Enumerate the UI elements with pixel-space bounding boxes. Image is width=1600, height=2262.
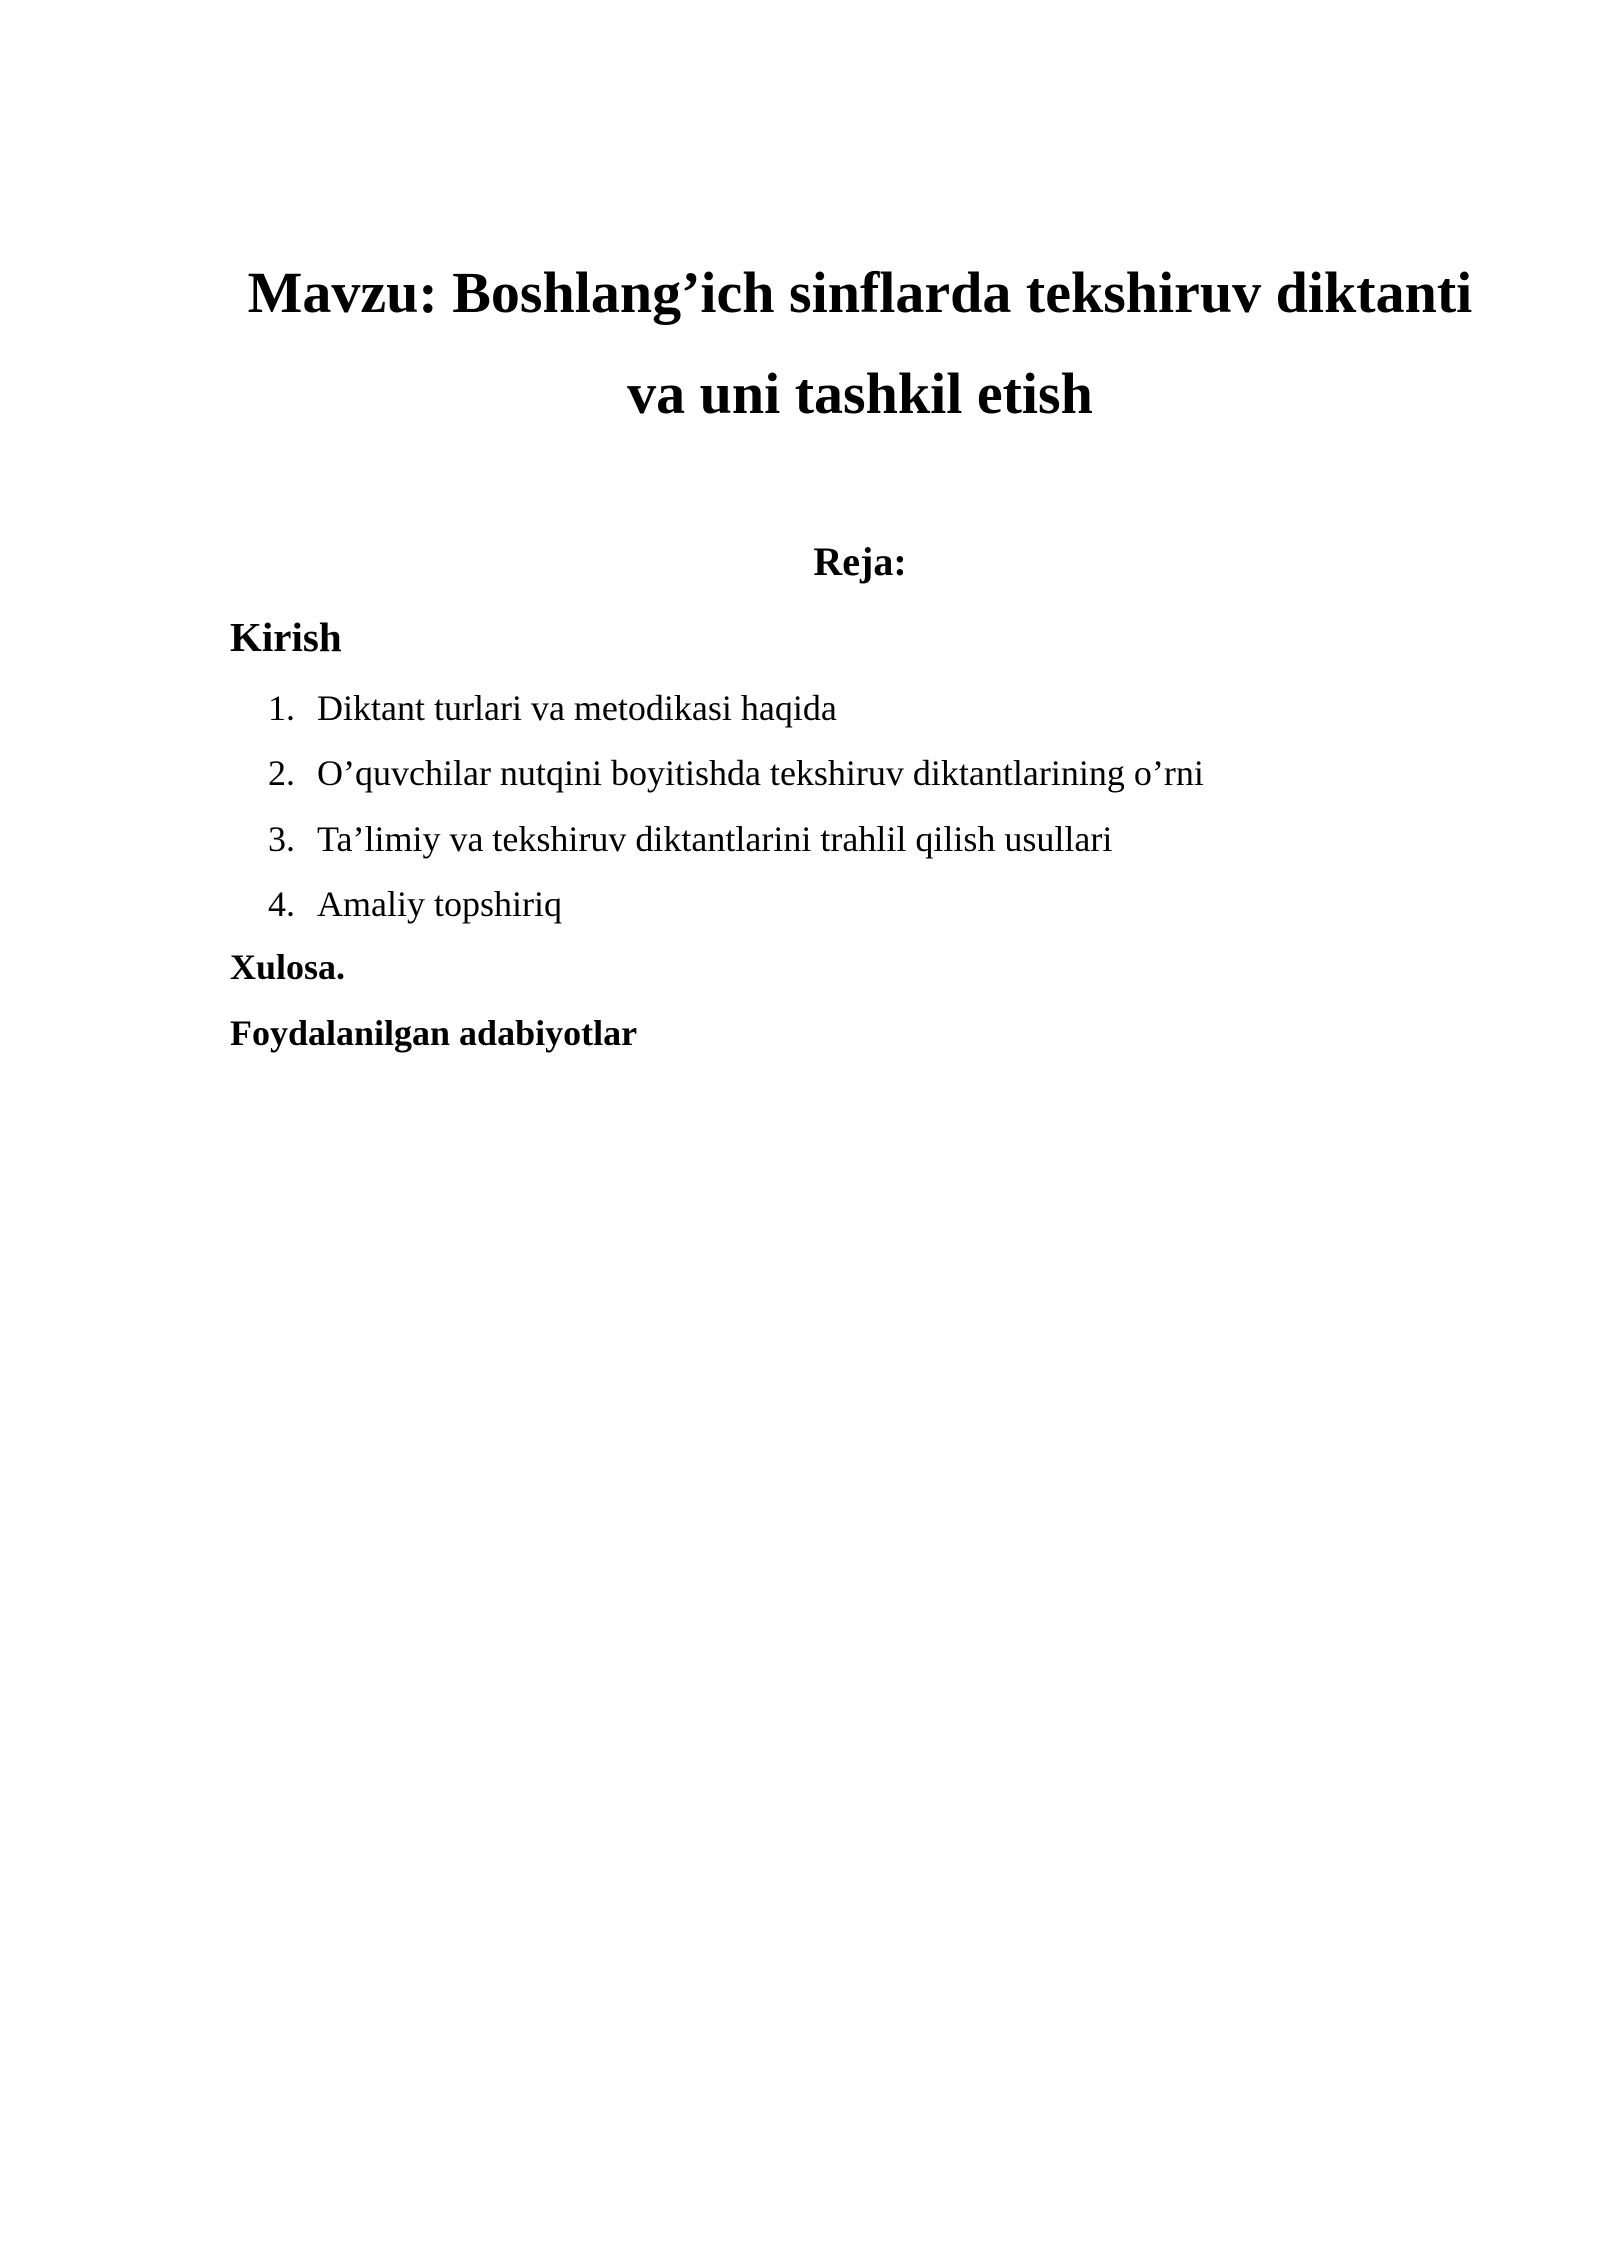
intro-heading: Kirish [230,614,342,660]
plan-item-text: Amaliy topshiriq [317,884,562,924]
title-line-1: Mavzu: Boshlang’ich sinflarda tekshiruv diktanti [247,260,1473,325]
plan-item-number: 3. [268,819,295,859]
plan-item-text: Diktant turlari va metodikasi haqida [317,688,837,728]
plan-item-number: 1. [268,688,295,728]
plan-item-text: Ta’limiy va tekshiruv diktantlarini trahlil qilish usullari [317,819,1113,859]
references-heading: Foydalanilgan adabiyotlar [230,1013,638,1053]
plan-item-number: 4. [268,884,295,924]
plan-item-number: 2. [268,753,295,793]
plan-heading: Reja: [813,539,907,584]
plan-item-text: O’quvchilar nutqini boyitishda tekshiruv diktantlarining o’rni [317,753,1204,793]
title-line-2: va uni tashkil etish [627,361,1093,426]
conclusion-heading: Xulosa. [230,947,346,987]
